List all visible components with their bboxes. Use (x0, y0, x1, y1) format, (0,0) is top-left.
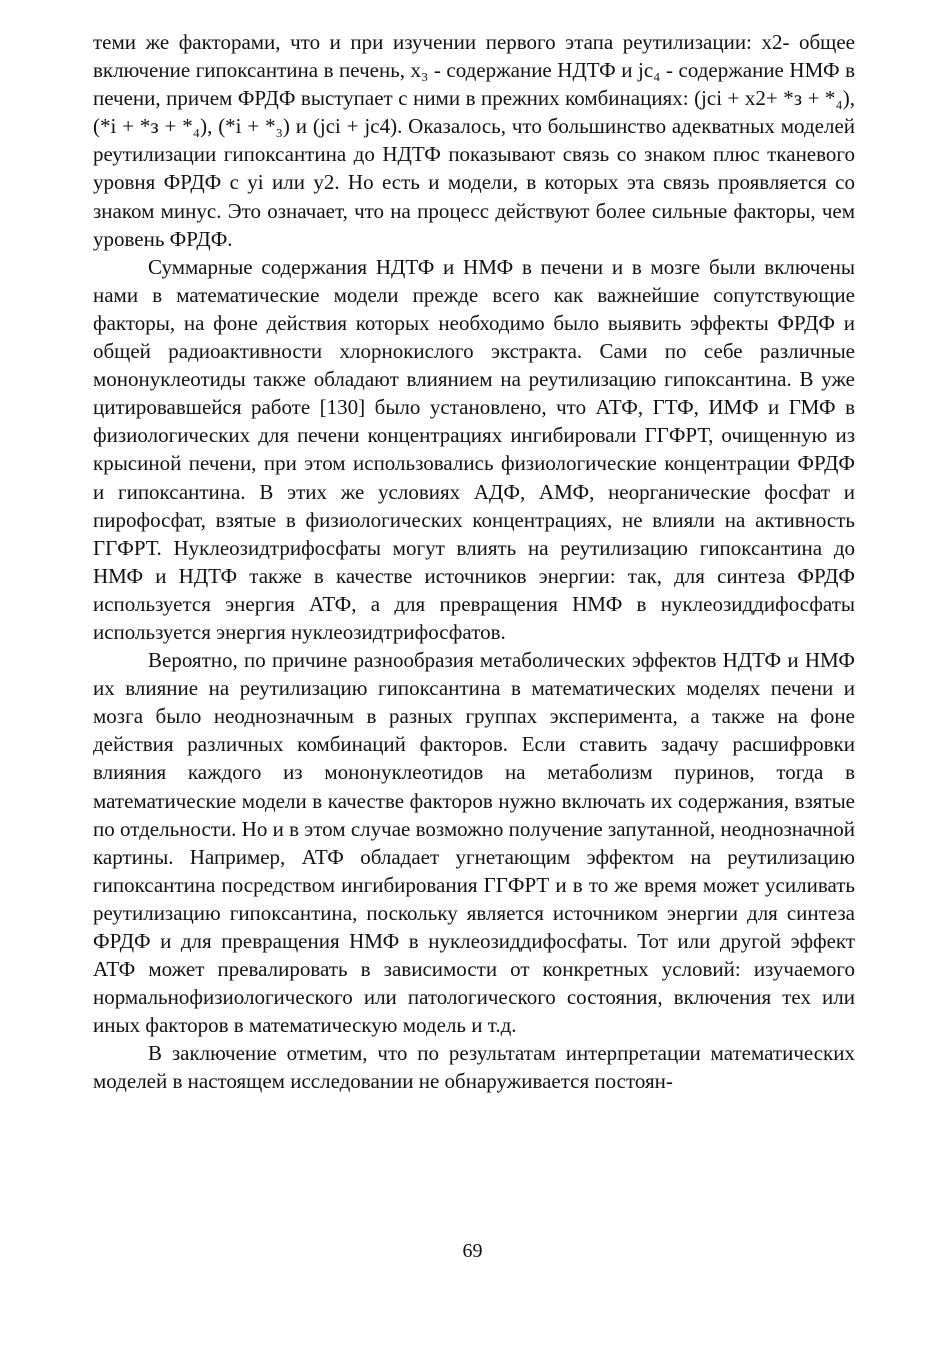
paragraph-2: Суммарные содержания НДТФ и НМФ в печени и в мозге были включены нами в математические модели прежде всего как важнейшие сопутствующие факторы, на фоне действия которых необходимо было выявить эффекты ФРДФ и общей радиоактивности хлорнокислого экстракта. Сами по себе различные мононуклеотиды также обладают влиянием на реутилизацию гипоксантина. В уже цитировавшейся работе [130] было установлено, что АТФ, ГТФ, ИМФ и ГМФ в физиологических для печени концентрациях ингибировали ГГФРТ, очищенную из крысиной печени, при этом использовались физиологические концентрации ФРДФ и гипоксантина. В этих же условиях АДФ, АМФ, неорганические фосфат и пирофосфат, взятые в физиологических концентрациях, не влияли на активность ГГФРТ. Нуклеозидтрифосфаты могут влиять на реутилизацию гипоксантина до НМФ и НДТФ также в качестве источников энергии: так, для синтеза ФРДФ используется энергия АТФ, а для превращения НМФ в нуклеозиддифосфаты используется энергия нуклеозидтрифосфатов. (93, 254, 855, 644)
paragraph-4: В заключение отметим, что по результатам интерпретации математических моделей в настоящем исследовании не обнаруживается постоян- (93, 1041, 855, 1094)
paragraph-1: теми же факторами, что и при изучении первого этапа реутилизации: x2- общее включение гипоксантина в печень, x₃ - содержание НДТФ и jc₄ - содержание НМФ в печени, причем ФРДФ выступает с ними в прежних комбинациях: (jci + x2+ *з + *₄), (*i + *з + *₄), (*i + *₃) и (jci + jc4). Оказалось, что большинство адекватных моделей реутилизации гипоксантина до НДТФ показывают связь со знаком плюс тканевого уровня ФРДФ с yi или y2. Но есть и модели, в которых эта связь проявляется со знаком минус. Это означает, что на процесс действуют более сильные факторы, чем уровень ФРДФ. (93, 30, 855, 251)
paragraph-3: Вероятно, по причине разнообразия метаболических эффектов НДТФ и НМФ их влияние на реутилизацию гипоксантина в математических моделях печени и мозга было неоднозначным в разных группах эксперимента, а также на фоне действия различных комбинаций факторов. Если ставить задачу расшифровки влияния каждого из мононуклеотидов на метаболизм пуринов, тогда в математические модели в качестве факторов нужно включать их содержания, взятые по отдельности. Но и в этом случае возможно получение запутанной, неоднозначной картины. Например, АТФ обладает угнетающим эффектом на реутилизацию гипоксантина посредством ингибирования ГГФРТ и в то же время может усиливать реутилизацию гипоксантина, поскольку является источником энергии для синтеза ФРДФ и для превращения НМФ в нуклеозиддифосфаты. Тот или другой эффект АТФ может превалировать в зависимости от конкретных условий: изучаемого нормальнофизиологического или патологического состояния, включения тех или иных факторов в математическую модель и т.д. (93, 648, 855, 1038)
page-body (93, 28, 855, 1096)
page-number: 69 (462, 1240, 483, 1262)
